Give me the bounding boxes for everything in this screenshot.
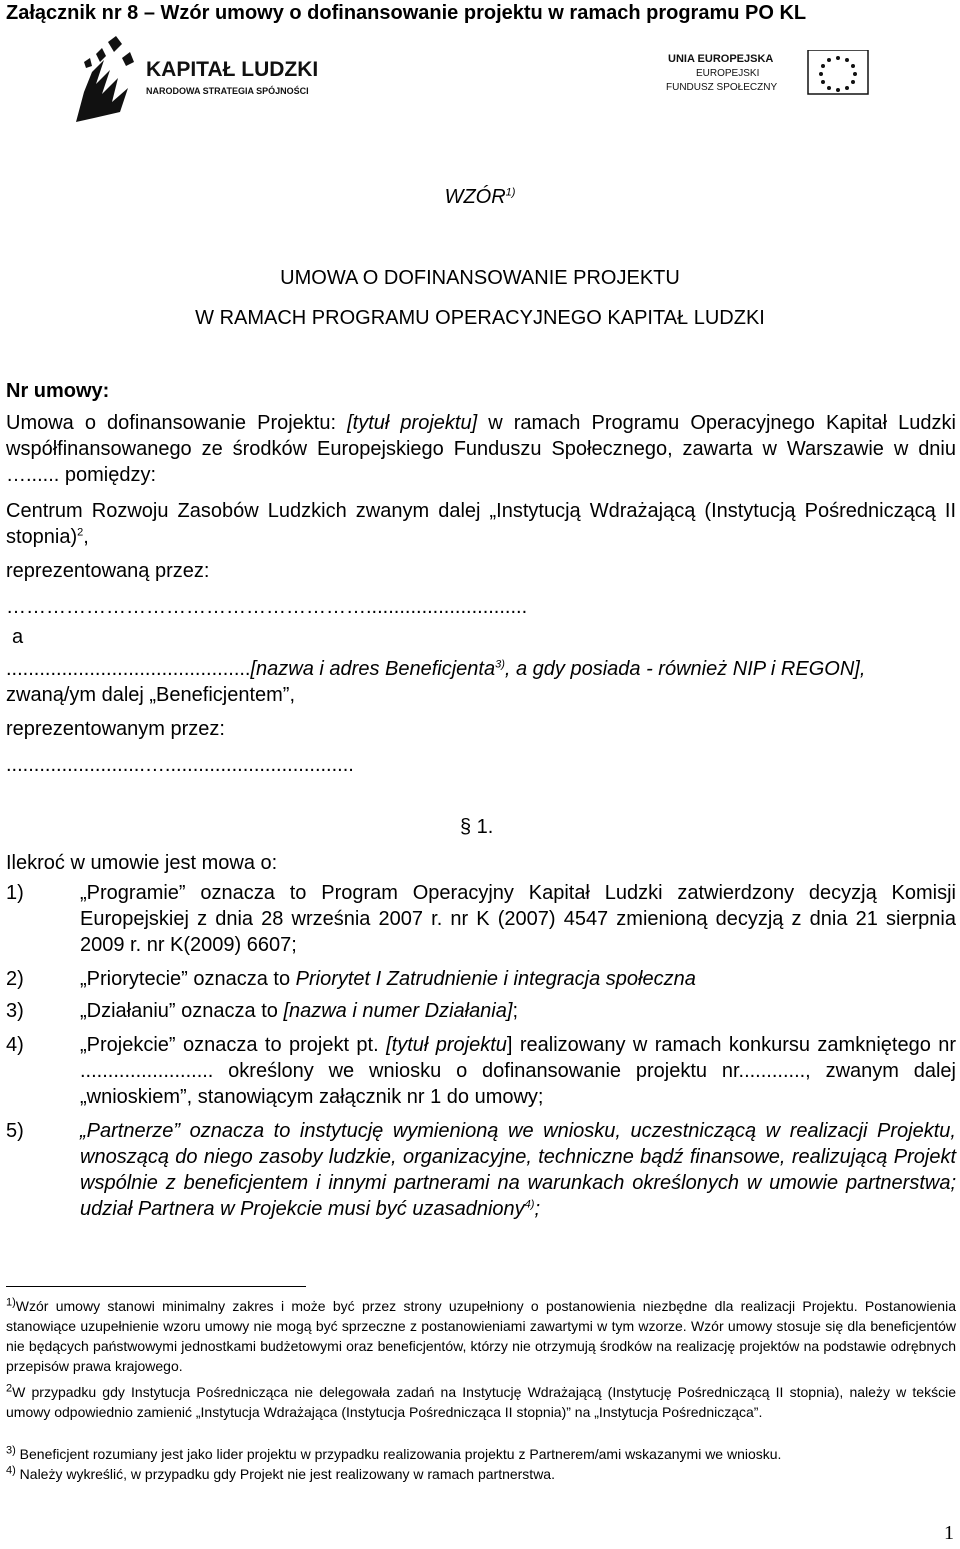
eu-flag-icon: [662, 50, 882, 102]
eu-fund-logo: [662, 50, 882, 102]
definition-item: 3) „Działaniu” oznacza to [nazwa i numer Działania];: [6, 1000, 518, 1022]
definition-item: 4) „Projekcie” oznacza to projekt pt. [tytuł projektu] realizowany w ramach konkursu zamkniętego nr ........................ określony we wniosku o dofinansowanie projektu nr............, zwanym dalej „wnioskiem”, stanowiącym załącznik nr 1 do umowy;: [6, 1034, 957, 1108]
agreement-number-label: Nr umowy:: [6, 380, 110, 402]
kapital-ludzki-emblem: [74, 32, 374, 124]
template-label: WZÓR$^{1)}$: [444, 186, 516, 208]
document-header: Załącznik nr 8 – Wzór umowy o dofinansowanie projektu w ramach programu PO KL: [6, 2, 807, 24]
page-number: 1: [944, 1522, 954, 1544]
intro-paragraph: Umowa o dofinansowanie Projektu: [tytuł projektu] w ramach Programu Operacyjnego Kapitał Ludzki współfinansowanego ze środków Europejskiego Funduszu Społecznego, zawarta w Warszawie w dniu …...... pomiędzy:: [6, 412, 956, 486]
agreement-title-line1: UMOWA O DOFINANSOWANIE PROJEKTU: [280, 267, 680, 289]
definition-item: 5) „Partnerze” oznacza to instytucję wymienioną we wniosku, uczestniczącą w realizacji Projektu, wnoszącą do niego zasoby ludzkie, organizacyjne, techniczne bądź finansowe, realizującą Projekt wspólnie z beneficjentem i innymi partnerami na warunkach określonych w umowie partnerstwa; udział Partnera w Projekcie musi być uzasadniony$^{4)}$;: [6, 1120, 956, 1220]
kapital-ludzki-logo: [74, 32, 374, 124]
party1-paragraph: Centrum Rozwoju Zasobów Ludzkich zwanym dalej „Instytucją Wdrażającą (Instytucją Pośredniczącą II stopnia)$^2$,: [6, 500, 956, 548]
logo-right-line1: UNIA EUROPEJSKA: [668, 53, 774, 65]
logo-right-line2: EUROPEJSKI: [696, 68, 760, 79]
definition-item: 2) „Priorytecie” oznacza to Priorytet I Zatrudnienie i integracja społeczna: [6, 968, 696, 990]
definitions-intro: Ilekroć w umowie jest mowa o:: [6, 852, 278, 874]
definition-item: 1) „Programie” oznacza to Program Operacyjny Kapitał Ludzki zatwierdzony decyzją Komisji Europejskiej z dnia 28 września 2007 r. nr K (2007) 4547 zmienioną decyzją z dnia 21 sierpnia 2009 r. nr K(2009) 6607;: [6, 882, 956, 956]
footnote-3: $^{3)}$ Beneficjent rozumiany jest jako lider projektu w przypadku realizowania projektu z Partnerem/ami wskazanymi we wniosku.: [6, 1444, 782, 1462]
footnote-4: $^{4)}$ Należy wykreślić, w przypadku gdy Projekt nie jest realizowany w ramach partnerstwa.: [6, 1464, 555, 1482]
logo-right-line3: FUNDUSZ SPOŁECZNY: [666, 82, 778, 93]
and-connector: a: [12, 626, 24, 648]
footnote-divider: [6, 1286, 306, 1287]
representative-1-dots: ……………………………………………….............................: [6, 596, 528, 618]
represented-by-1: reprezentowaną przez:: [6, 560, 210, 582]
footnote-2: $^2$W przypadku gdy Instytucja Pośrednicząca nie delegowała zadań na Instytucję Wdrażającą (Instytucję Pośredniczącą II stopnia), należy w tekście umowy odpowiednio zamienić „Instytucja Wdrażająca (Instytucja Pośrednicząca II stopnia)” na „Instytucja Pośrednicząca”.: [6, 1382, 956, 1420]
representative-2-dots: .........................…..................................: [6, 754, 354, 776]
section-heading: § 1.: [460, 816, 494, 838]
party2-paragraph: ............................................[nazwa i adres Beneficjenta$^{3)}$, a gdy posiada - również NIP i REGON], zwaną/ym dalej „Beneficjentem”,: [6, 658, 866, 706]
logo-left-title: KAPITAŁ LUDZKI: [146, 58, 319, 81]
logo-left-subtitle: NARODOWA STRATEGIA SPÓJNOŚCI: [146, 86, 309, 96]
represented-by-2: reprezentowanym przez:: [6, 718, 225, 740]
agreement-title-line2: W RAMACH PROGRAMU OPERACYJNEGO KAPITAŁ LUDZKI: [195, 307, 765, 329]
footnote-1: $^{1)}$Wzór umowy stanowi minimalny zakres i może być przez strony uzupełniony o postanowienia niezbędne dla realizacji Projektu. Postanowienia stanowiące uzupełnienie wzoru umowy nie mogą być sprzeczne z postanowieniami zawartymi w tym wzorze. Wzór umowy stosuje się dla beneficjentów nie będących państwowymi jednostkami budżetowymi oraz beneficjentów, którzy nie otrzymują środków na realizację projektów na podstawie odrębnych przepisów prawa krajowego.: [6, 1296, 956, 1374]
